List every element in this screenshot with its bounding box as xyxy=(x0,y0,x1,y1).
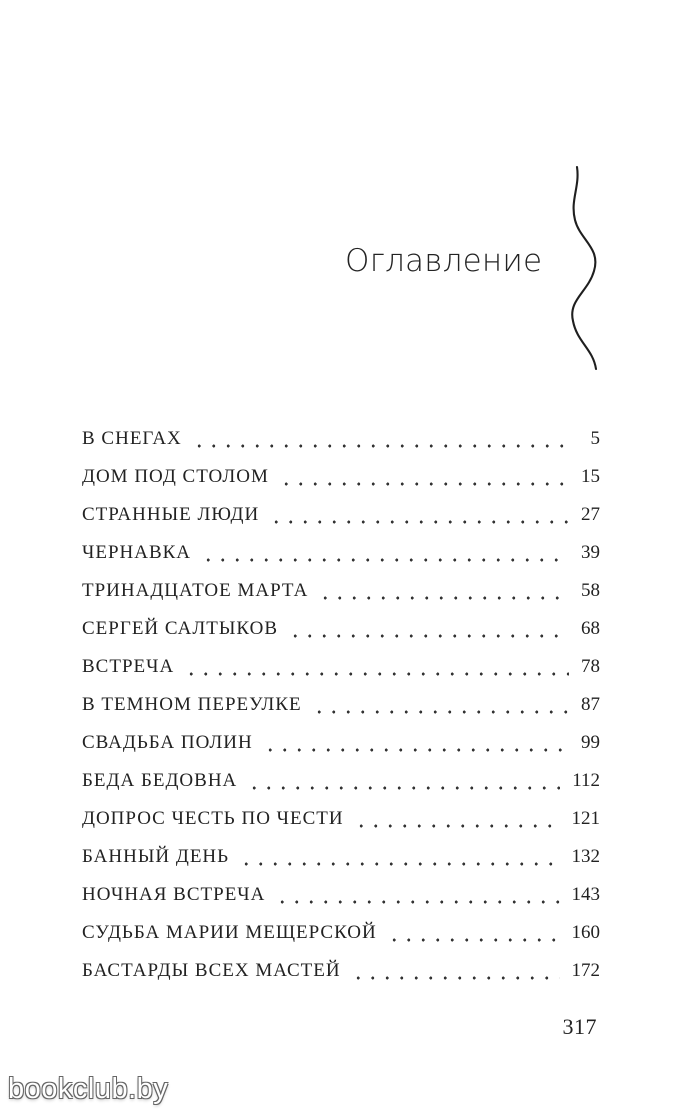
toc-entry-title: СЕРГЕЙ САЛТЫКОВ xyxy=(82,618,279,639)
toc-entry-page: 172 xyxy=(571,960,600,981)
toc-entry-page: 15 xyxy=(581,466,600,487)
toc-entry[interactable] xyxy=(82,613,600,651)
toc-entry-title: ДОПРОС ЧЕСТЬ ПО ЧЕСТИ xyxy=(82,808,344,829)
toc-entry-page: 39 xyxy=(581,542,600,563)
dot-leader xyxy=(269,520,569,524)
toc-entry-title: ДОМ ПОД СТОЛОМ xyxy=(82,466,269,487)
toc-entry-title: БАСТАРДЫ ВСЕХ МАСТЕЙ xyxy=(82,960,341,981)
toc-entry[interactable] xyxy=(82,651,600,689)
toc-entry-page: 112 xyxy=(572,770,600,791)
toc-entry-page: 143 xyxy=(571,884,600,905)
dot-leader xyxy=(279,482,569,486)
dot-leader xyxy=(312,710,569,714)
table-of-contents xyxy=(82,423,600,993)
toc-entry[interactable] xyxy=(82,537,600,575)
toc-entry-title: БЕДА БЕДОВНА xyxy=(82,770,238,791)
dot-leader xyxy=(247,786,560,790)
toc-entry-title: ЧЕРНАВКА xyxy=(82,542,192,563)
dot-leader xyxy=(192,444,570,448)
toc-entry-page: 160 xyxy=(571,922,600,943)
toc-entry[interactable] xyxy=(82,423,600,461)
toc-entry[interactable] xyxy=(82,955,600,993)
toc-entry[interactable] xyxy=(82,575,600,613)
dot-leader xyxy=(351,976,560,980)
dot-leader xyxy=(239,862,559,866)
toc-entry-page: 78 xyxy=(581,656,600,677)
toc-entry-title: БАННЫЙ ДЕНЬ xyxy=(82,846,230,867)
dot-leader xyxy=(184,672,569,676)
toc-entry-title: СУДЬБА МАРИИ МЕЩЕРСКОЙ xyxy=(82,922,377,943)
toc-entry-page: 121 xyxy=(571,808,600,829)
dot-leader xyxy=(263,748,569,752)
toc-entry-page: 99 xyxy=(581,732,600,753)
toc-entry[interactable] xyxy=(82,727,600,765)
toc-entry-title: В ТЕМНОМ ПЕРЕУЛКЕ xyxy=(82,694,302,715)
toc-entry-title: НОЧНАЯ ВСТРЕЧА xyxy=(82,884,266,905)
toc-entry-title: ВСТРЕЧА xyxy=(82,656,175,677)
toc-entry-title: СТРАННЫЕ ЛЮДИ xyxy=(82,504,260,525)
toc-entry[interactable] xyxy=(82,461,600,499)
toc-entry[interactable] xyxy=(82,689,600,727)
toc-entry[interactable] xyxy=(82,803,600,841)
toc-entry-page: 68 xyxy=(581,618,600,639)
toc-entry[interactable] xyxy=(82,765,600,803)
watermark: bookclub.by xyxy=(8,1073,169,1105)
toc-entry-page: 132 xyxy=(571,846,600,867)
toc-entry-title: В СНЕГАХ xyxy=(82,428,182,449)
page-number: 317 xyxy=(562,1014,597,1039)
toc-entry[interactable] xyxy=(82,499,600,537)
toc-entry[interactable] xyxy=(82,879,600,917)
toc-entry-page: 27 xyxy=(581,504,600,525)
wavy-line-ornament xyxy=(562,162,612,374)
toc-entry[interactable] xyxy=(82,841,600,879)
toc-entry-page: 58 xyxy=(581,580,600,601)
toc-entry-title: СВАДЬБА ПОЛИН xyxy=(82,732,253,753)
dot-leader xyxy=(387,938,560,942)
toc-entry-page: 5 xyxy=(590,428,600,449)
dot-leader xyxy=(201,558,569,562)
toc-entry[interactable] xyxy=(82,917,600,955)
toc-entry-page: 87 xyxy=(581,694,600,715)
page-title: Оглавление xyxy=(345,243,543,279)
dot-leader xyxy=(318,596,569,600)
toc-entry-title: ТРИНАДЦАТОЕ МАРТА xyxy=(82,580,309,601)
dot-leader xyxy=(288,634,569,638)
dot-leader xyxy=(354,824,560,828)
dot-leader xyxy=(275,900,559,904)
